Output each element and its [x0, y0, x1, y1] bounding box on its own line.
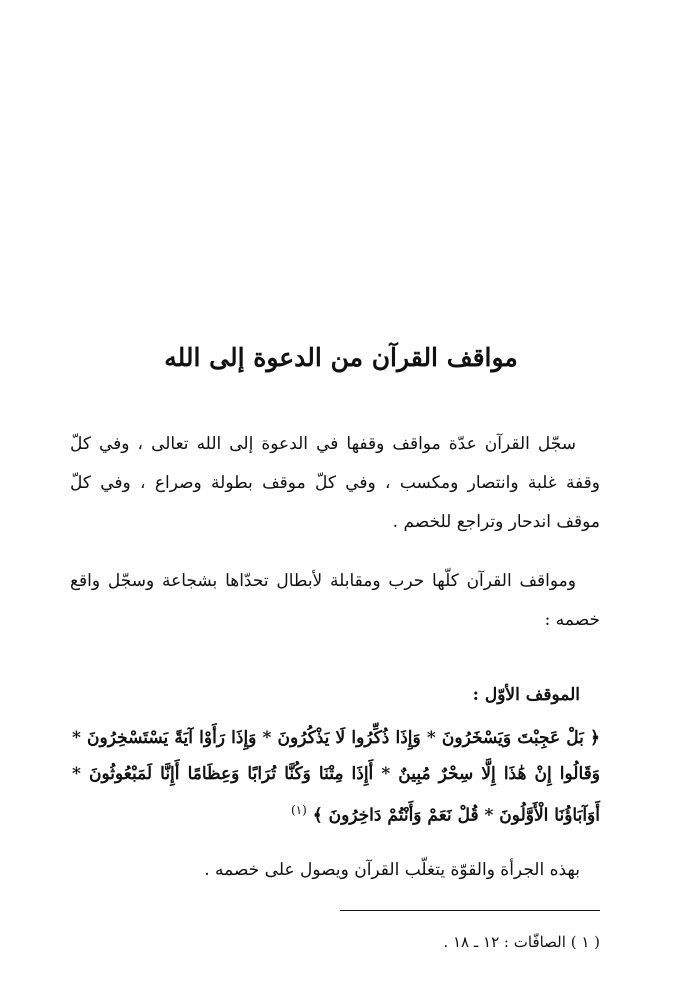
second-paragraph-block: [70, 562, 600, 640]
closing-sentence: بهذه الجرأة والقوّة يتغلّب القرآن ويصول على خصمه .: [204, 860, 580, 880]
section-heading: الموقف الأوّل :: [472, 685, 580, 705]
quran-verse-block: [72, 720, 600, 834]
second-paragraph: ومواقف القرآن كلّها حرب ومقابلة لأبطال تحدّاها بشجاعة وسجّل واقع خصمه :: [70, 571, 600, 630]
footnote: ( ١ ) الصافّات : ١٢ ـ ١٨ .: [443, 933, 600, 951]
footnote-reference-marker: (١): [290, 803, 307, 817]
quran-verse-text: ﴿ بَلْ عَجِبْتَ وَيَسْخَرُونَ * وَإِذَا ذُكِّرُوا لَا يَذْكُرُونَ * وَإِذَا رَأَوْا آيَةً يَسْتَسْخِرُونَ * وَقَالُوا إِنْ هَٰذَا إِلَّا سِحْرٌ مُبِينٌ * أَإِذَا مِتْنَا وَكُنَّا تُرَابًا وَعِظَامًا أَإِنَّا لَمَبْعُوثُونَ * أَوَآبَاؤُنَا الْأَوَّلُونَ * قُلْ نَعَمْ وَأَنْتُمْ دَاخِرُونَ ﴾: [72, 728, 600, 826]
intro-paragraph: سجّل القرآن عدّة مواقف وقفها في الدعوة إلى الله تعالى ، وفي كلّ وقفة غلبة وانتصار ومكسب ، وفي كلّ موقف بطولة وصراع ، وفي كلّ موقف اندحار وتراجع للخصم .: [70, 434, 600, 532]
page-title: مواقف القرآن من الدعوة إلى الله: [164, 343, 518, 372]
intro-paragraph-block: [70, 425, 600, 542]
footnote-divider: [340, 910, 600, 911]
